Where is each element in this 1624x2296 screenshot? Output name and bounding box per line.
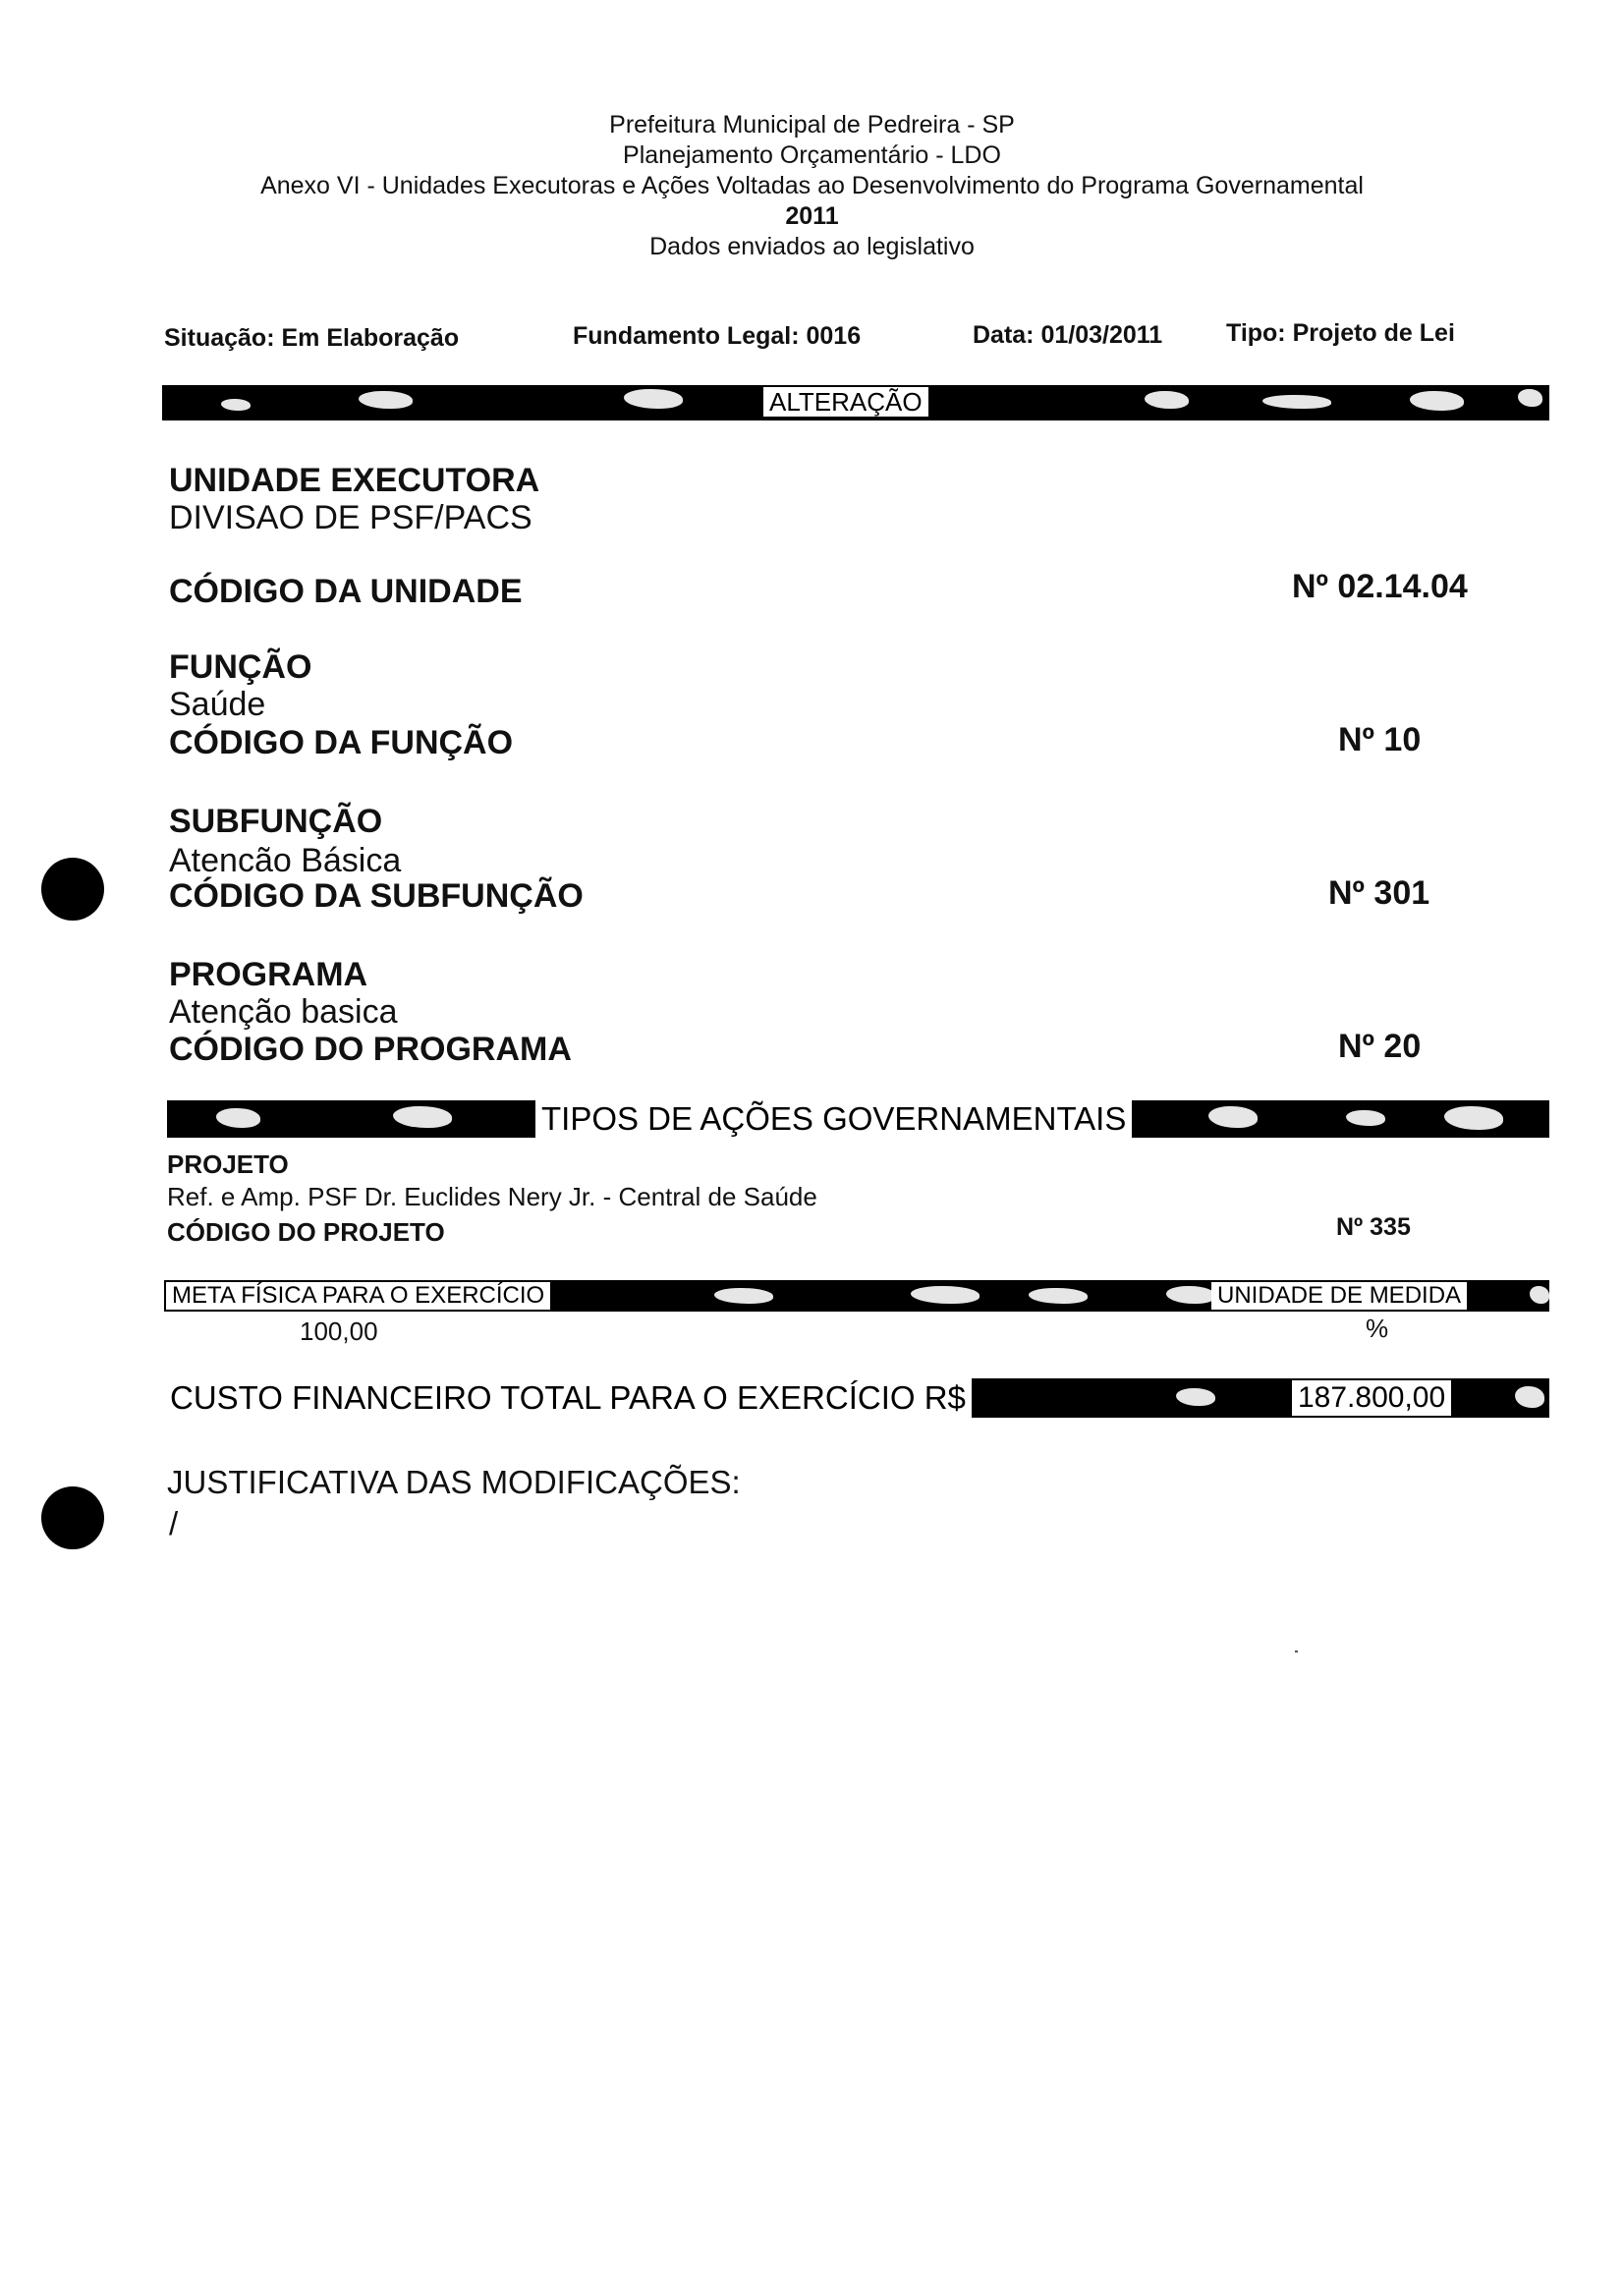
header-planning: Planejamento Orçamentário - LDO xyxy=(623,141,1001,169)
unidade-value: DIVISAO DE PSF/PACS xyxy=(169,499,532,536)
custo-value: 187.800,00 xyxy=(1292,1380,1451,1416)
tipos-acoes-bar xyxy=(167,1100,1549,1138)
custo-label: CUSTO FINANCEIRO TOTAL PARA O EXERCÍCIO R$ xyxy=(164,1378,972,1418)
subfuncao-code-value: Nº 301 xyxy=(1328,874,1430,912)
data-label: Data: 01/03/2011 xyxy=(973,321,1163,349)
meta-fisica-value: 100,00 xyxy=(300,1316,378,1346)
projeto-code-value: Nº 335 xyxy=(1336,1213,1411,1241)
funcao-value: Saúde xyxy=(169,686,266,723)
header-municipality: Prefeitura Municipal de Pedreira - SP xyxy=(609,111,1015,139)
stray-mark xyxy=(1295,1651,1298,1652)
programa-code-value: Nº 20 xyxy=(1338,1028,1422,1065)
meta-fisica-bar xyxy=(164,1280,1549,1312)
document-header xyxy=(0,110,1624,262)
custo-bar xyxy=(164,1378,1549,1418)
situacao-label: Situação: Em Elaboração xyxy=(164,324,460,352)
unidade-medida-value: % xyxy=(1366,1314,1389,1343)
programa-heading: PROGRAMA xyxy=(169,956,368,993)
programa-value: Atenção basica xyxy=(169,993,398,1031)
unidade-code-value: Nº 02.14.04 xyxy=(1292,568,1468,605)
unidade-heading: UNIDADE EXECUTORA xyxy=(169,462,540,499)
justificativa-label: JUSTIFICATIVA DAS MODIFICAÇÕES: xyxy=(167,1464,741,1500)
header-annex: Anexo VI - Unidades Executoras e Ações Voltadas ao Desenvolvimento do Programa Governamental xyxy=(260,172,1364,199)
subfuncao-value: Atencão Básica xyxy=(169,842,402,879)
funcao-code-value: Nº 10 xyxy=(1338,721,1422,758)
header-status-note: Dados enviados ao legislativo xyxy=(649,233,975,260)
justificativa-value: / xyxy=(169,1505,179,1541)
header-year: 2011 xyxy=(785,202,839,230)
meta-fisica-label: META FÍSICA PARA O EXERCÍCIO xyxy=(166,1282,550,1310)
punch-hole-top xyxy=(41,858,104,921)
unidade-medida-label: UNIDADE DE MEDIDA xyxy=(1211,1282,1467,1310)
unidade-code-label: CÓDIGO DA UNIDADE xyxy=(169,573,523,610)
subfuncao-heading: SUBFUNÇÃO xyxy=(169,803,383,840)
funcao-heading: FUNÇÃO xyxy=(169,648,312,686)
programa-code-label: CÓDIGO DO PROGRAMA xyxy=(169,1031,572,1068)
projeto-heading: PROJETO xyxy=(167,1149,289,1179)
fundamento-label: Fundamento Legal: 0016 xyxy=(573,322,862,350)
projeto-value: Ref. e Amp. PSF Dr. Euclides Nery Jr. - Central de Saúde xyxy=(167,1182,817,1211)
projeto-code-label: CÓDIGO DO PROJETO xyxy=(167,1217,445,1247)
subfuncao-code-label: CÓDIGO DA SUBFUNÇÃO xyxy=(169,877,584,915)
alteracao-label: ALTERAÇÃO xyxy=(763,387,928,417)
alteracao-bar xyxy=(162,385,1549,420)
punch-hole-bottom xyxy=(41,1486,104,1549)
tipos-acoes-label: TIPOS DE AÇÕES GOVERNAMENTAIS xyxy=(535,1100,1132,1138)
funcao-code-label: CÓDIGO DA FUNÇÃO xyxy=(169,724,514,761)
tipo-label: Tipo: Projeto de Lei xyxy=(1226,319,1455,347)
